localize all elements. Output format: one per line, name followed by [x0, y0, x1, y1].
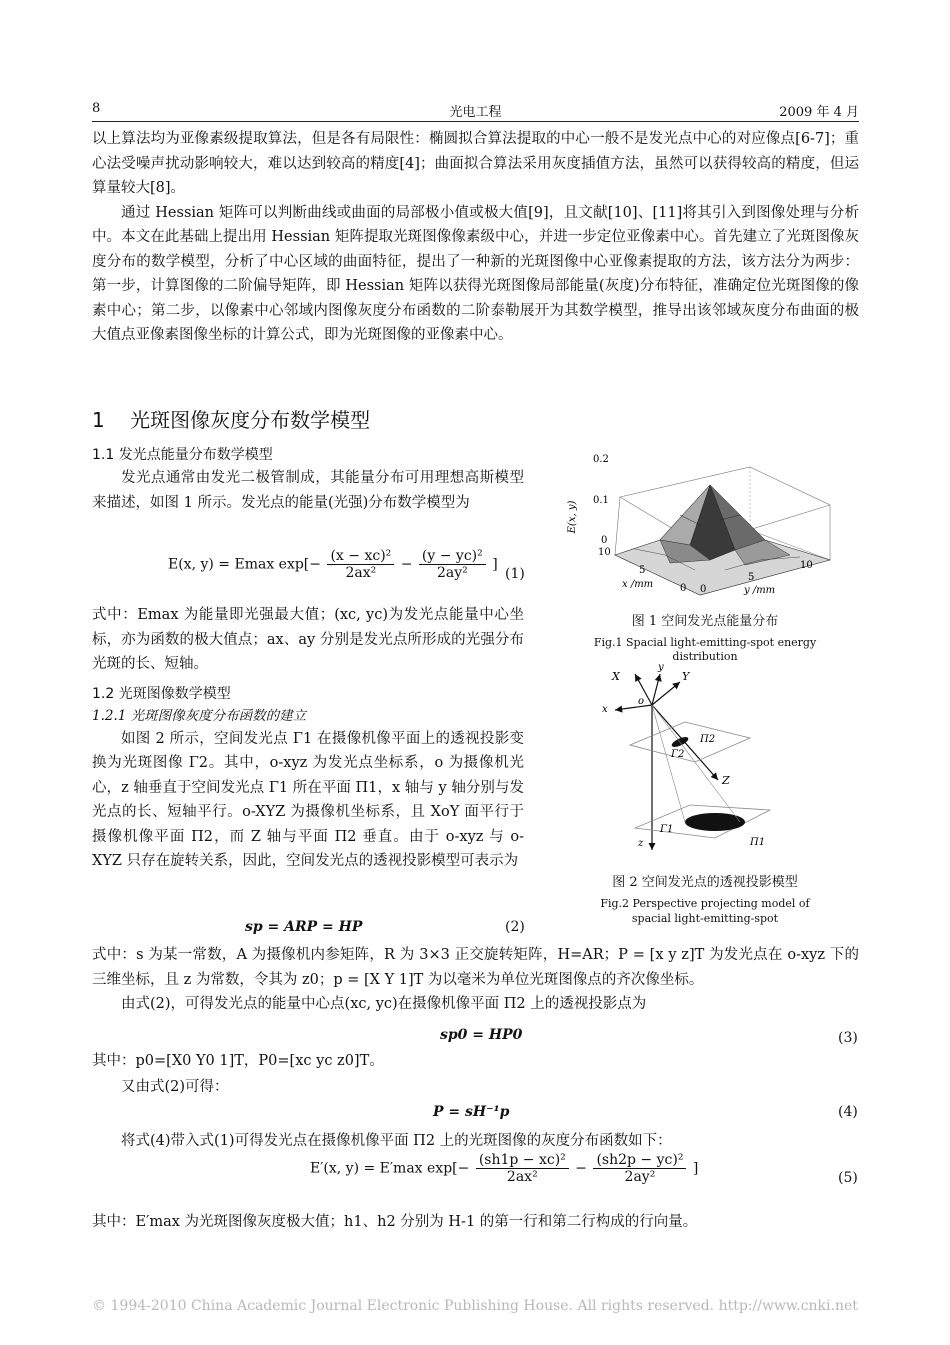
label-y: y — [658, 662, 664, 673]
figure-1-surface-plot — [560, 445, 850, 605]
x-tick-2: 0 — [680, 583, 687, 594]
section-number: 1 — [92, 408, 105, 432]
equation-2-number: (2) — [505, 919, 525, 935]
label-x: x — [602, 704, 608, 715]
figure-2-projection-diagram — [590, 660, 800, 860]
label-Z: Z — [722, 774, 730, 787]
surface — [615, 467, 830, 595]
figure-1-caption-en: Fig.1 Spacial light-emitting-spot energy distribution — [593, 636, 817, 663]
equation-1-number: (1) — [505, 566, 525, 582]
section-1-heading — [92, 404, 370, 433]
header-rule — [92, 121, 859, 122]
s12-paragraph-5: 又由式(2)可得： — [121, 1079, 229, 1095]
z-axis-label: E(x, y) — [567, 500, 578, 534]
x-tick-1: 5 — [639, 565, 646, 576]
page-number: 8 — [92, 101, 101, 116]
label-Pi2: Π2 — [700, 734, 716, 745]
s12-paragraph-7: 其中：E′max 为光斑图像灰度极大值；h1、h2 分别为 H-1 的第一行和第二行构成的行向量。 — [92, 1214, 698, 1230]
s12-paragraph-2: 式中：s 为某一常数，A 为摄像机内参矩阵，R 为 3×3 正交旋转矩阵，H=AR；P = [x y z]T 为发光点在 o-xyz 下的三维坐标，且 z 为常数，令其为 z0；p = [X Y 1]T 为以毫米为单位光斑图像点的齐次像坐标。 — [92, 947, 859, 988]
subsection-1-2-title: 1.2 光斑图像数学模型 — [92, 685, 231, 702]
s12-paragraph-4: 其中：p0=[X0 Y0 1]T，P0=[xc yc z0]T。 — [92, 1053, 384, 1069]
z-tick-0: 0.2 — [593, 454, 609, 465]
copyright-footer: © 1994-2010 China Academic Journal Electronic Publishing House. All rights reserved. http://www.cnki.net — [92, 1298, 858, 1314]
subsection-1-2-1-title: 1.2.1 光斑图像灰度分布函数的建立 — [92, 707, 307, 724]
left-column — [92, 444, 524, 515]
label-Pi1: Π1 — [750, 837, 766, 848]
label-X: X — [612, 670, 620, 683]
s12-paragraph-6: 将式(4)带入式(1)可得发光点在摄像机像平面 Π2 上的光斑图像的灰度分布函数如下： — [121, 1133, 672, 1149]
equation-3: sp0 = HP0 — [440, 1027, 523, 1043]
issue-date: 2009 年 4 月 — [779, 105, 859, 120]
y-tick-2: 10 — [800, 560, 813, 571]
z-tick-1: 0.1 — [593, 495, 609, 506]
equation-5-number: (5) — [838, 1170, 858, 1186]
y-axis-label: y /mm — [744, 585, 776, 596]
section-title: 光斑图像灰度分布数学模型 — [130, 408, 371, 432]
label-o: o — [638, 696, 645, 707]
x-axis-label: x /mm — [622, 579, 654, 590]
label-Gamma2: Γ2 — [671, 749, 685, 760]
y-tick-0: 0 — [700, 584, 707, 595]
equation-2: sp = ARP = HP — [245, 919, 363, 935]
s12-paragraph-1: 如图 2 所示，空间发光点 Γ1 在摄像机像平面上的透视投影变换为光斑图像 Γ2。其中，o-xyz 为发光点坐标系，o 为摄像机光心，z 轴垂直于空间发光点 Γ1 所在平面 Π1，x 轴与 y 轴分别与发光点的长、短轴平行。o-XYZ 为摄像机坐标系，且 XoY 面平行于摄像机像平面 Π2，而 Z 轴与平面 Π2 垂直。由于 o-xyz 与 o-XYZ 只存在旋转关系，因此，空间发光点的透视投影模型可表示为 — [92, 730, 524, 869]
subsection-1-1-title: 1.1 发光点能量分布数学模型 — [92, 447, 273, 463]
label-Y: Y — [682, 670, 690, 683]
figure-2-caption-cn: 图 2 空间发光点的透视投影模型 — [612, 875, 798, 890]
z-tick-2: 0 — [601, 535, 608, 546]
equation-4: P = sH⁻¹p — [433, 1104, 510, 1120]
s11-paragraph-1: 发光点通常由发光二极管制成，其能量分布可用理想高斯模型来描述，如图 1 所示。发光点的能量(光强)分布数学模型为 — [92, 470, 524, 511]
journal-title: 光电工程 — [449, 105, 502, 120]
left-column-2 — [92, 603, 524, 874]
intro — [92, 127, 859, 348]
label-z: z — [638, 838, 644, 849]
lower-text — [92, 943, 859, 1017]
s11-paragraph-2: 式中：Emax 为能量即光强最大值；(xc, yc)为发光点能量中心坐标，亦为函数的极大值点；ax、ay 分别是发光点所形成的光强分布光斑的长、短轴。 — [92, 607, 524, 672]
equation-4-number: (4) — [838, 1104, 858, 1120]
figure-2-caption-en-2: spacial light-emitting-spot — [631, 912, 779, 925]
intro-paragraph-1: 以上算法均为亚像素级提取算法，但是各有局限性：椭圆拟合算法提取的中心一般不是发光点中心的对应像点[6-7]；重心法受噪声扰动影响较大，难以达到较高的精度[4]；曲面拟合算法采用灰度插值方法，虽然可以获得较高的精度，但运算量较大[8]。 — [92, 131, 859, 196]
x-tick-0: 10 — [598, 547, 611, 558]
figure-1-caption-cn: 图 1 空间发光点能量分布 — [631, 614, 779, 629]
y-tick-1: 5 — [748, 572, 755, 583]
equation-5: E′(x, y) = E′max exp[− $\frac{\text{(sh1p − xc)²}}{\text{2ax²}}$ − $\frac{\text{(sh2p − yc)²}}{\text{2ay²}}$ ] — [310, 1152, 699, 1185]
intro-paragraph-2: 通过 Hessian 矩阵可以判断曲线或曲面的局部极小值或极大值[9]，且文献[10]、[11]将其引入到图像处理与分析中。本文在此基础上提出用 Hessian 矩阵提取光斑图像像素级中心，并进一步定位亚像素中心。首先建立了光斑图像灰度分布的数学模型，分析了中心区域的曲面特征，提出了一种新的光斑图像中心亚像素提取的方法，该方法分为两步：第一步，计算图像的二阶偏导矩阵，即 Hessian 矩阵以获得光斑图像局部能量(灰度)分布特征，准确定位光斑图像的像素中心；第二步，以像素中心邻域内图像灰度分布函数的二阶泰勒展开为其数学模型，推导出该邻域灰度分布曲面的极大值点亚像素图像坐标的计算公式，即为光斑图像的亚像素中心。 — [92, 204, 859, 343]
equation-1: E(x, y) = Emax exp[− $\frac{\text{(x − xc)²}}{\text{2ax²}}$ − $\frac{\text{(y − yc)²}}{\text{2ay²}}$ ] — [168, 548, 498, 581]
page-header — [92, 101, 859, 121]
figure-2-caption-en-1: Fig.2 Perspective projecting model of — [600, 897, 810, 910]
equation-3-number: (3) — [838, 1030, 858, 1046]
s12-paragraph-3: 由式(2)，可得发光点的能量中心点(xc, yc)在摄像机像平面 Π2 上的透视投影点为 — [121, 996, 647, 1012]
label-Gamma1: Γ1 — [660, 824, 674, 835]
